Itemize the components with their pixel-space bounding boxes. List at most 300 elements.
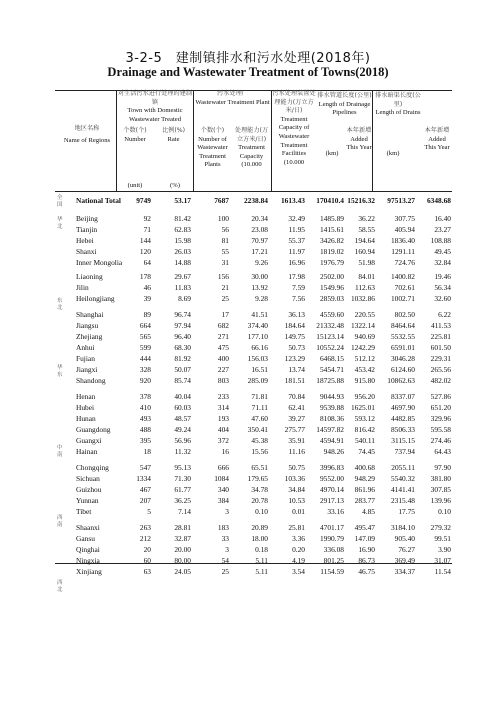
side-label: 华北	[57, 217, 63, 230]
cell-facility: 1613.43	[280, 196, 305, 205]
cell-facility: 16.96	[288, 258, 305, 267]
cell-drain-added: 279.32	[430, 523, 451, 532]
table-row	[0, 462, 496, 473]
header-drain-unit: (km)	[386, 150, 400, 157]
table-row	[0, 522, 496, 533]
region-name: Guizhou	[76, 485, 102, 494]
table-row	[0, 320, 496, 331]
table-row	[0, 391, 496, 402]
table-row	[0, 484, 496, 495]
cell-number: 565	[139, 332, 151, 341]
table-row	[0, 402, 496, 413]
table-row	[0, 224, 496, 235]
cell-rate: 20.00	[174, 545, 191, 554]
cell-pipe-added: 86.73	[358, 556, 375, 565]
cell-drain-added: 49.45	[434, 247, 451, 256]
side-label: 西北	[57, 580, 63, 593]
cell-facility: 35.91	[288, 436, 305, 445]
cell-drain: 8506.33	[390, 425, 415, 434]
cell-drain-added: 139.96	[430, 496, 451, 505]
cell-capacity: 71.11	[251, 403, 268, 412]
cell-rate: 60.03	[174, 403, 191, 412]
cell-facility: 103.36	[284, 474, 305, 483]
cell-plants: 372	[217, 436, 229, 445]
cell-pipe-added: 194.64	[354, 236, 375, 245]
cell-capacity: 0.10	[255, 507, 268, 516]
cell-number: 63	[143, 567, 151, 576]
cell-drain-added: 108.88	[430, 236, 451, 245]
cell-facility: 70.84	[288, 392, 305, 401]
cell-pipe: 4594.91	[319, 436, 344, 445]
table-row	[0, 364, 496, 375]
cell-capacity: 41.51	[251, 310, 268, 319]
cell-rate: 36.25	[174, 496, 191, 505]
cell-number: 395	[139, 436, 151, 445]
cell-pipe-added: 74.45	[358, 447, 375, 456]
cell-plants: 25	[221, 567, 229, 576]
cell-drain: 8464.64	[390, 321, 415, 330]
table-row	[0, 446, 496, 457]
cell-plants: 55	[221, 247, 229, 256]
cell-pipe: 4559.60	[319, 310, 344, 319]
cell-number: 9749	[136, 196, 151, 205]
side-label: 西南	[57, 515, 63, 528]
table-row	[0, 506, 496, 517]
cell-drain-added: 411.53	[430, 321, 451, 330]
cell-number: 120	[139, 247, 151, 256]
cell-facility: 149.75	[284, 332, 305, 341]
cell-plants: 1084	[214, 474, 229, 483]
cell-pipe-added: 512.12	[354, 354, 375, 363]
cell-drain: 2315.48	[390, 496, 415, 505]
region-name: Shaanxi	[76, 523, 100, 532]
side-label: 华东	[57, 365, 63, 378]
cell-pipe: 33.16	[327, 507, 344, 516]
cell-number: 89	[143, 310, 151, 319]
cell-drain-added: 225.81	[430, 332, 451, 341]
cell-drain: 1291.11	[391, 247, 415, 256]
region-name: Hainan	[76, 447, 98, 456]
cell-capacity: 17.21	[251, 247, 268, 256]
cell-capacity: 374.40	[247, 321, 268, 330]
cell-pipe-added: 36.22	[358, 214, 375, 223]
cell-rate: 61.77	[174, 485, 191, 494]
cell-pipe-added: 46.75	[358, 567, 375, 576]
cell-drain: 3046.28	[390, 354, 415, 363]
region-name: Xinjiang	[76, 567, 102, 576]
cell-facility: 3.54	[292, 567, 305, 576]
cell-drain-added: 19.46	[434, 272, 451, 281]
cell-rate: 8.69	[178, 294, 191, 303]
cell-number: 1334	[136, 474, 151, 483]
cell-drain-added: 64.43	[434, 447, 451, 456]
cell-pipe-added: 915.80	[354, 376, 375, 385]
cell-drain-added: 23.27	[434, 225, 451, 234]
cell-drain-added: 31.07	[434, 556, 451, 565]
cell-facility: 0.01	[292, 507, 305, 516]
cell-drain-added: 6.22	[438, 310, 451, 319]
cell-pipe-added: 51.98	[358, 258, 375, 267]
cell-number: 60	[143, 556, 151, 565]
cell-plants: 400	[217, 354, 229, 363]
cell-rate: 28.81	[174, 523, 191, 532]
cell-number: 920	[139, 376, 151, 385]
cell-pipe: 2859.03	[319, 294, 344, 303]
region-name: Jiangxi	[76, 365, 98, 374]
cell-rate: 81.42	[174, 214, 191, 223]
cell-drain: 369.49	[394, 556, 415, 565]
cell-rate: 14.88	[174, 258, 191, 267]
cell-pipe-added: 816.42	[354, 425, 375, 434]
cell-rate: 50.07	[174, 365, 191, 374]
region-name: Jilin	[76, 283, 89, 292]
table-row	[0, 213, 496, 224]
cell-capacity: 13.92	[251, 283, 268, 292]
cell-pipe: 1990.79	[319, 534, 344, 543]
cell-pipe-added: 940.69	[354, 332, 375, 341]
cell-drain: 1836.40	[390, 236, 415, 245]
cell-plants: 3	[225, 507, 229, 516]
cell-rate: 53.17	[174, 196, 191, 205]
cell-pipe: 2502.00	[319, 272, 344, 281]
cell-number: 410	[139, 403, 151, 412]
cell-number: 18	[143, 447, 151, 456]
table-row-total	[0, 195, 496, 206]
table-row	[0, 271, 496, 282]
cell-drain: 4697.90	[390, 403, 415, 412]
cell-capacity: 20.89	[251, 523, 268, 532]
cell-number: 92	[143, 214, 151, 223]
cell-drain-added: 601.50	[430, 343, 451, 352]
cell-plants: 33	[221, 534, 229, 543]
header-rate: 比例(%) Rate	[161, 127, 186, 143]
cell-capacity: 350.41	[247, 425, 268, 434]
cell-pipe: 801.25	[323, 556, 344, 565]
cell-facility: 25.81	[288, 523, 305, 532]
cell-capacity: 2238.84	[243, 196, 268, 205]
region-name: Gansu	[76, 534, 95, 543]
cell-drain: 3115.15	[391, 436, 415, 445]
cell-pipe: 18725.88	[316, 376, 344, 385]
region-name: Fujian	[76, 354, 95, 363]
cell-pipe: 21332.48	[316, 321, 344, 330]
cell-facility: 184.64	[284, 321, 305, 330]
cell-capacity: 71.81	[251, 392, 268, 401]
cell-rate: 29.67	[174, 272, 191, 281]
cell-drain-added: 99.51	[434, 534, 451, 543]
cell-drain: 802.50	[394, 310, 415, 319]
cell-facility: 34.84	[288, 485, 305, 494]
cell-number: 20	[143, 545, 151, 554]
cell-facility: 11.16	[288, 447, 305, 456]
cell-plants: 54	[221, 556, 229, 565]
region-name: Henan	[76, 392, 96, 401]
table-row	[0, 257, 496, 268]
region-name: Chongqing	[76, 463, 109, 472]
table-row	[0, 342, 496, 353]
cell-plants: 475	[217, 343, 229, 352]
cell-drain: 5532.55	[390, 332, 415, 341]
cell-rate: 56.96	[174, 436, 191, 445]
cell-pipe-added: 220.55	[354, 310, 375, 319]
cell-plants: 227	[217, 365, 229, 374]
page-title-cn: 3-2-5 建制镇排水和污水处理(2018年)	[125, 51, 371, 66]
cell-pipe-added: 1242.29	[350, 343, 375, 352]
cell-facility: 13.74	[288, 365, 305, 374]
side-label: 全国	[57, 195, 63, 208]
cell-rate: 68.30	[174, 343, 191, 352]
region-name: Shanxi	[76, 247, 97, 256]
cell-rate: 81.92	[174, 354, 191, 363]
cell-pipe-added: 540.11	[354, 436, 375, 445]
cell-drain: 2055.11	[391, 463, 415, 472]
cell-capacity: 20.34	[251, 214, 268, 223]
table-row	[0, 309, 496, 320]
cell-number: 378	[139, 392, 151, 401]
cell-capacity: 9.26	[255, 258, 268, 267]
cell-plants: 31	[221, 258, 229, 267]
cell-facility: 7.56	[292, 294, 305, 303]
region-name: Liaoning	[76, 272, 103, 281]
cell-drain-added: 32.60	[434, 294, 451, 303]
page-title-en: Drainage and Wastewater Treatment of Towns(2018)	[107, 65, 389, 79]
region-name: Qinghai	[76, 545, 100, 554]
cell-drain-added: 0.10	[438, 507, 451, 516]
cell-rate: 11.83	[174, 283, 191, 292]
header-drain: 排水暗渠长度(公里) Length of Drains	[375, 92, 421, 117]
cell-number: 5	[147, 507, 151, 516]
cell-drain: 4141.41	[390, 485, 415, 494]
region-name: Inner Mongolia	[76, 258, 123, 267]
cell-plants: 25	[221, 294, 229, 303]
region-name: Anhui	[76, 343, 95, 352]
cell-pipe: 8108.36	[319, 414, 344, 423]
cell-pipe: 1976.79	[319, 258, 344, 267]
cell-pipe: 1549.96	[319, 283, 344, 292]
cell-pipe-added: 15216.32	[347, 196, 375, 205]
cell-pipe: 4970.14	[319, 485, 344, 494]
cell-facility: 62.41	[288, 403, 305, 412]
cell-plants: 404	[217, 425, 229, 434]
cell-drain: 702.61	[394, 283, 415, 292]
header-drain-added: 本年新增 Added This Year	[424, 127, 450, 152]
cell-plants: 271	[217, 332, 229, 341]
cell-number: 212	[139, 534, 151, 543]
header-number-unit: (unit)	[127, 182, 143, 189]
table-row	[0, 413, 496, 424]
table-row	[0, 473, 496, 484]
region-name: Beijing	[76, 214, 98, 223]
header-capacity: 处理能力(万立方米/日) Treatment Capacity (10.000	[234, 127, 269, 169]
cell-drain-added: 265.56	[430, 365, 451, 374]
cell-drain: 8337.07	[390, 392, 415, 401]
cell-drain: 1002.71	[390, 294, 415, 303]
cell-plants: 3	[225, 545, 229, 554]
cell-drain: 3184.10	[390, 523, 415, 532]
cell-number: 263	[139, 523, 151, 532]
cell-plants: 193	[217, 414, 229, 423]
region-name: Heilongjiang	[76, 294, 115, 303]
cell-rate: 96.74	[174, 310, 191, 319]
region-name: Ningxia	[76, 556, 100, 565]
cell-rate: 15.98	[174, 236, 191, 245]
cell-pipe-added: 160.94	[354, 247, 375, 256]
table-row	[0, 282, 496, 293]
cell-capacity: 285.09	[247, 376, 268, 385]
cell-capacity: 5.11	[255, 567, 268, 576]
region-name: National Total	[76, 196, 121, 205]
region-name: Hebei	[76, 236, 94, 245]
cell-drain-added: 527.86	[430, 392, 451, 401]
cell-number: 493	[139, 414, 151, 423]
table-row	[0, 246, 496, 257]
cell-pipe: 336.08	[323, 545, 344, 554]
cell-rate: 24.05	[174, 567, 191, 576]
cell-pipe-added: 495.47	[354, 523, 375, 532]
cell-drain: 307.75	[394, 214, 415, 223]
cell-plants: 233	[217, 392, 229, 401]
cell-plants: 16	[221, 447, 229, 456]
cell-facility: 32.49	[288, 214, 305, 223]
header-plant-group: 污水处理厂 Wastewater Treatment Plant	[195, 90, 270, 106]
cell-capacity: 5.11	[255, 556, 268, 565]
cell-capacity: 70.97	[251, 236, 268, 245]
region-name: Guangdong	[76, 425, 111, 434]
cell-capacity: 16.51	[251, 365, 268, 374]
cell-drain-added: 3.90	[438, 545, 451, 554]
table-row	[0, 544, 496, 555]
cell-capacity: 0.18	[255, 545, 268, 554]
cell-number: 599	[139, 343, 151, 352]
header-number: 个数(个) Number	[123, 127, 147, 143]
cell-pipe: 6468.15	[319, 354, 344, 363]
table-row	[0, 495, 496, 506]
cell-drain: 6124.60	[390, 365, 415, 374]
cell-pipe: 1819.02	[319, 247, 344, 256]
cell-drain-added: 307.85	[430, 485, 451, 494]
cell-plants: 803	[217, 376, 229, 385]
cell-pipe: 948.26	[323, 447, 344, 456]
cell-number: 444	[139, 354, 151, 363]
cell-pipe: 1485.89	[319, 214, 344, 223]
cell-number: 207	[139, 496, 151, 505]
cell-drain: 737.94	[394, 447, 415, 456]
cell-drain-added: 274.46	[430, 436, 451, 445]
cell-pipe-added: 453.42	[354, 365, 375, 374]
cell-capacity: 47.60	[251, 414, 268, 423]
cell-capacity: 66.16	[251, 343, 268, 352]
cell-rate: 95.13	[174, 463, 191, 472]
cell-pipe-added: 1032.86	[350, 294, 375, 303]
cell-number: 39	[143, 294, 151, 303]
cell-number: 488	[139, 425, 151, 434]
cell-facility: 4.19	[292, 556, 305, 565]
cell-pipe: 15123.14	[316, 332, 344, 341]
table-row	[0, 235, 496, 246]
cell-rate: 40.04	[174, 392, 191, 401]
cell-drain: 1400.82	[390, 272, 415, 281]
cell-pipe-added: 84.01	[358, 272, 375, 281]
cell-number: 547	[139, 463, 151, 472]
cell-facility: 181.51	[284, 376, 305, 385]
cell-number: 64	[143, 258, 151, 267]
cell-drain-added: 595.58	[430, 425, 451, 434]
cell-pipe: 9552.00	[319, 474, 344, 483]
cell-pipe: 2917.13	[319, 496, 344, 505]
cell-capacity: 156.03	[247, 354, 268, 363]
cell-facility: 50.75	[288, 463, 305, 472]
cell-plants: 682	[217, 321, 229, 330]
cell-rate: 96.40	[174, 332, 191, 341]
cell-capacity: 15.56	[251, 447, 268, 456]
cell-facility: 3.36	[292, 534, 305, 543]
cell-plants: 156	[217, 272, 229, 281]
cell-pipe-added: 400.68	[354, 463, 375, 472]
cell-facility: 275.77	[284, 425, 305, 434]
cell-capacity: 45.38	[251, 436, 268, 445]
cell-pipe-added: 956.20	[354, 392, 375, 401]
cell-facility: 17.98	[288, 272, 305, 281]
cell-pipe-added: 16.90	[358, 545, 375, 554]
table-row	[0, 566, 496, 577]
cell-facility: 39.27	[288, 414, 305, 423]
header-pipe: 排水管道长度(公里) Length of Drainage Pipelines	[317, 92, 372, 117]
cell-pipe-added: 948.29	[354, 474, 375, 483]
header-region: 地区名称 Name of Regions	[63, 125, 111, 144]
cell-drain-added: 482.02	[430, 376, 451, 385]
cell-rate: 62.83	[174, 225, 191, 234]
cell-drain-added: 11.54	[434, 567, 451, 576]
cell-rate: 32.87	[174, 534, 191, 543]
cell-pipe-added: 4.85	[362, 507, 375, 516]
table-row	[0, 375, 496, 386]
region-name: Tibet	[76, 507, 92, 516]
cell-pipe: 5454.71	[319, 365, 344, 374]
cell-number: 664	[139, 321, 151, 330]
cell-drain-added: 56.34	[434, 283, 451, 292]
region-name: Tianjin	[76, 225, 98, 234]
cell-rate: 48.57	[174, 414, 191, 423]
cell-pipe-added: 58.55	[358, 225, 375, 234]
cell-rate: 97.94	[174, 321, 191, 330]
cell-facility: 0.20	[292, 545, 305, 554]
cell-facility: 55.37	[288, 236, 305, 245]
table-row	[0, 331, 496, 342]
cell-drain-added: 6348.68	[426, 196, 451, 205]
cell-pipe: 3996.83	[319, 463, 344, 472]
table-row	[0, 533, 496, 544]
cell-drain: 97513.27	[387, 196, 415, 205]
cell-drain-added: 97.90	[434, 463, 451, 472]
table-row	[0, 353, 496, 364]
header-bottom-rule	[55, 191, 452, 192]
cell-pipe: 3426.82	[319, 236, 344, 245]
cell-rate: 80.00	[174, 556, 191, 565]
cell-drain: 6591.01	[390, 343, 415, 352]
cell-plants: 666	[217, 463, 229, 472]
cell-drain: 5540.32	[390, 474, 415, 483]
cell-capacity: 65.51	[251, 463, 268, 472]
cell-number: 328	[139, 365, 151, 374]
cell-number: 46	[143, 283, 151, 292]
cell-capacity: 177.10	[247, 332, 268, 341]
cell-drain-added: 16.40	[434, 214, 451, 223]
table-row	[0, 555, 496, 566]
region-name: Yunnan	[76, 496, 99, 505]
region-name: Hubei	[76, 403, 95, 412]
cell-facility: 36.13	[288, 310, 305, 319]
cell-plants: 17	[221, 310, 229, 319]
